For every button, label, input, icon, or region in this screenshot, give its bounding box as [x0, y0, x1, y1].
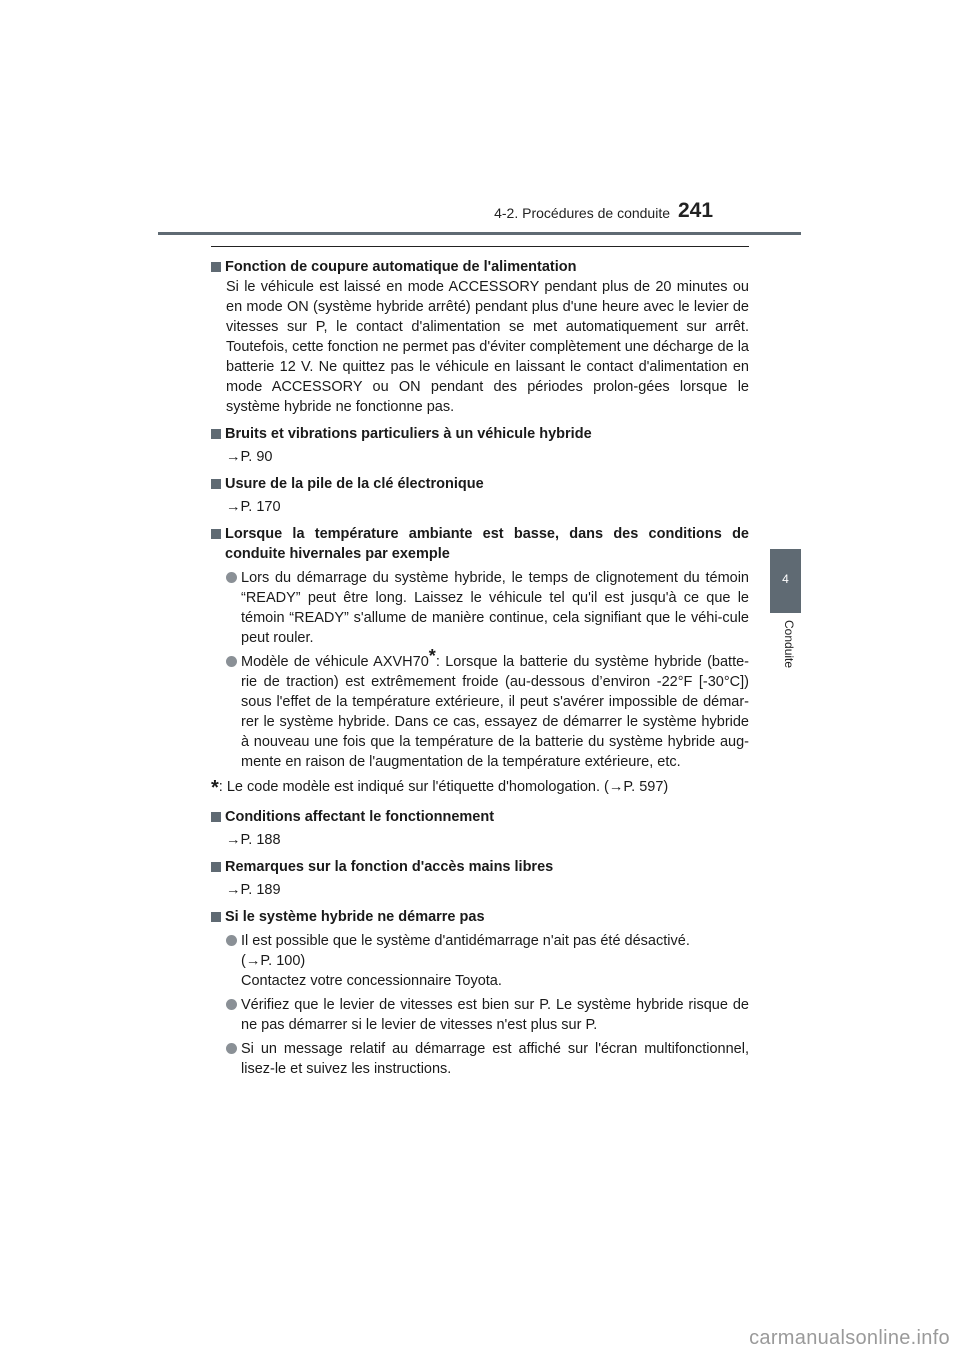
section-hands-free-access [211, 857, 749, 900]
list-item: Il est possible que le système d'antidémarrage n'ait pas été désactivé. (→P. 100) Contactez votre concessionnaire Toyota. [226, 931, 749, 991]
chapter-label: Conduite [782, 620, 796, 669]
page-reference: (→P. 100) [241, 953, 306, 969]
section-title: Lorsque la température ambiante est basse, dans des conditions de conduite hivernales par exemple [225, 526, 749, 562]
square-bullet-icon [211, 862, 221, 872]
asterisk-marker: * [428, 646, 436, 666]
footnote: *: Le code modèle est indiqué sur l'étiquette d'homologation. (→P. 597) [211, 777, 669, 799]
list-item: Lors du démarrage du système hybride, le temps de clignotement du témoin “READY” peut être long. Laissez le véhicule tel qu'il est jusqu'à ce que le témoin “READY” s'allume de manière continue, cela signifiant que le véhi-cule peut rouler. [226, 568, 749, 648]
section-operating-conditions [211, 807, 749, 850]
round-bullet-icon [226, 1043, 237, 1054]
round-bullet-icon [226, 572, 237, 583]
round-bullet-icon [226, 935, 237, 946]
section-title: Remarques sur la fonction d'accès mains libres [225, 859, 554, 875]
round-bullet-icon [226, 656, 237, 667]
page-reference: →P. 189 [226, 882, 281, 898]
square-bullet-icon [211, 912, 221, 922]
square-bullet-icon [211, 529, 221, 539]
header-divider [158, 232, 801, 235]
square-bullet-icon [211, 479, 221, 489]
section-title: Usure de la pile de la clé électronique [225, 476, 484, 492]
page-reference: →P. 188 [226, 832, 281, 848]
square-bullet-icon [211, 812, 221, 822]
watermark: carmanualsonline.info [749, 1327, 950, 1349]
chapter-tab [770, 549, 801, 613]
square-bullet-icon [211, 429, 221, 439]
page-number: 241 [678, 199, 714, 222]
page-reference: →P. 170 [226, 499, 281, 515]
section-title: Fonction de coupure automatique de l'alimentation [225, 259, 577, 275]
asterisk-marker: * [211, 777, 219, 799]
section-key-battery [211, 474, 749, 517]
content-divider [211, 246, 749, 247]
header-section-title: 4-2. Procédures de conduite [494, 205, 670, 221]
round-bullet-icon [226, 999, 237, 1010]
section-body: Si le véhicule est laissé en mode ACCESSORY pendant plus de 20 minutes ou en mode ON (système hybride arrêté) pendant plus d'une heure avec le levier de vitesses sur P, le contact d'alimentation se met automatiquement sur arrêt. Toutefois, cette fonction ne permet pas d'éviter complètement une décharge de la batterie 12 V. Ne quittez pas le véhicule en laissant le contact d'alimentation en mode ACCESSORY ou ON pendant des périodes prolon-gées lorsque le système hybride ne fonctionne pas. [226, 279, 749, 415]
list-item: Vérifiez que le levier de vitesses est bien sur P. Le système hybride risque de ne pas démarrer si le levier de vitesses n'est plus sur P. [226, 995, 749, 1035]
section-title: Si le système hybride ne démarre pas [225, 909, 485, 925]
section-title: Bruits et vibrations particuliers à un véhicule hybride [225, 426, 592, 442]
section-title: Conditions affectant le fonctionnement [225, 809, 495, 825]
section-hybrid-wont-start [211, 907, 749, 1079]
square-bullet-icon [211, 262, 221, 272]
page-reference: →P. 90 [226, 449, 273, 465]
section-low-temperature [211, 524, 749, 798]
list-item: Si un message relatif au démarrage est affiché sur l'écran multifonctionnel, lisez-le et suivez les instructions. [226, 1039, 749, 1079]
list-item: Modèle de véhicule AXVH70*: Lorsque la batterie du système hybride (batte-rie de traction) est extrêmement froide (au-dessous d’environ -22°F [-30°C]) sous l'effet de la température extérieure, il peut s'avérer impossible de démar-rer le système hybride. Dans ce cas, essayez de démarrer le système hybride à nouveau une fois que la température de la batterie du système hybride aug-mente en raison de l'augmentation de la température extérieure, etc. [226, 652, 749, 772]
page-content [211, 257, 749, 1086]
section-hybrid-noise [211, 424, 749, 467]
chapter-number: 4 [782, 572, 789, 586]
section-auto-power-off [211, 257, 749, 417]
